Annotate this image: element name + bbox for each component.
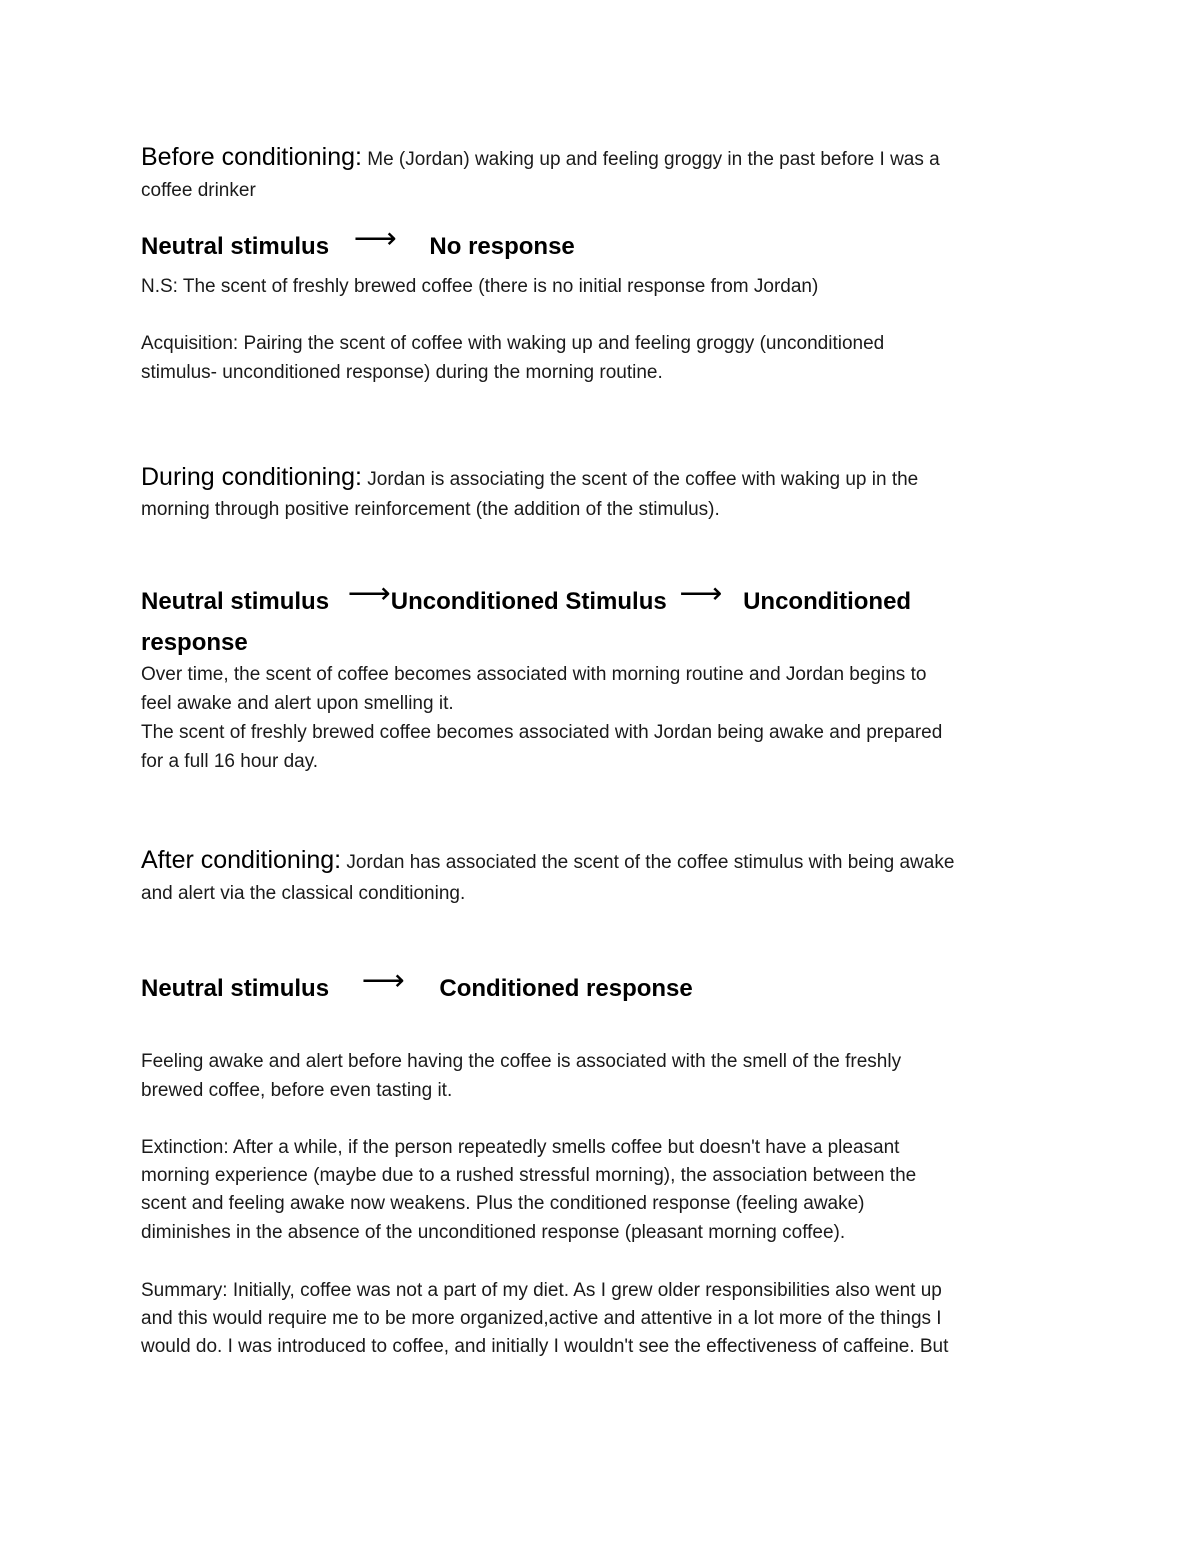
flow-neutral-us-ur	[141, 578, 1066, 624]
extinction-line-4: diminishes in the absence of the unconditioned response (pleasant morning coffee).	[141, 1222, 846, 1243]
extinction-line-3: scent and feeling awake now weakens. Plus the conditioned response (feeling awake)	[141, 1193, 865, 1214]
extinction-line-2: morning experience (maybe due to a rushed stressful morning), the association between the	[141, 1165, 917, 1186]
right-arrow-icon: ⟶	[361, 964, 405, 997]
overtime-line-3: The scent of freshly brewed coffee becomes associated with Jordan being awake and prepared	[141, 722, 943, 743]
summary-line-1: Summary: Initially, coffee was not a part of my diet. As I grew older responsibilities also went up	[141, 1280, 942, 1301]
flow3-from: Neutral stimulus	[141, 975, 330, 1002]
extinction-line-1: Extinction: After a while, if the person repeatedly smells coffee but doesn't have a pleasant	[141, 1137, 900, 1158]
overtime-line-2: feel awake and alert upon smelling it.	[141, 693, 454, 714]
during-conditioning-paragraph	[141, 462, 1066, 494]
summary-line-2: and this would require me to be more organized,active and attentive in a lot more of the things I	[141, 1308, 942, 1329]
during-conditioning-label: During conditioning:	[141, 463, 362, 491]
during-conditioning-text-cont: morning through positive reinforcement (the addition of the stimulus).	[141, 499, 720, 520]
flow-neutral-no-response	[141, 223, 1066, 269]
flow1-to: No response	[429, 233, 575, 260]
flow2-c: Unconditioned	[743, 588, 912, 615]
overtime-line-4: for a full 16 hour day.	[141, 751, 319, 772]
overtime-line-1: Over time, the scent of coffee becomes associated with morning routine and Jordan begins to	[141, 664, 927, 685]
during-conditioning-text: Jordan is associating the scent of the coffee with waking up in the	[361, 469, 919, 490]
right-arrow-icon: ⟶	[353, 222, 397, 255]
before-conditioning-paragraph	[141, 142, 1066, 174]
after-conditioning-paragraph	[141, 845, 1066, 877]
after-conditioning-text-cont: and alert via the classical conditioning.	[141, 883, 466, 904]
after-conditioning-text: Jordan has associated the scent of the coffee stimulus with being awake	[341, 852, 955, 873]
acquisition-line-1: Acquisition: Pairing the scent of coffee with waking up and feeling groggy (unconditioned	[141, 333, 885, 354]
flow-neutral-conditioned-response	[141, 965, 1066, 1011]
flow2-c-cont: response	[141, 629, 248, 656]
acquisition-line-2: stimulus- unconditioned response) during the morning routine.	[141, 362, 663, 383]
after-conditioning-label: After conditioning:	[141, 846, 342, 874]
feeling-line-1: Feeling awake and alert before having the coffee is associated with the smell of the freshly	[141, 1051, 902, 1072]
before-conditioning-text-cont: coffee drinker	[141, 180, 256, 201]
flow1-from: Neutral stimulus	[141, 233, 330, 260]
summary-line-3: would do. I was introduced to coffee, and initially I wouldn't see the effectiveness of caffeine. But	[141, 1336, 949, 1357]
flow2-a: Neutral stimulus	[141, 588, 330, 615]
before-conditioning-text: Me (Jordan) waking up and feeling groggy in the past before I was a	[361, 149, 940, 170]
flow3-to: Conditioned response	[439, 975, 693, 1002]
before-conditioning-label: Before conditioning:	[141, 143, 362, 171]
feeling-line-2: brewed coffee, before even tasting it.	[141, 1080, 453, 1101]
right-arrow-icon: ⟶	[347, 577, 391, 610]
right-arrow-icon: ⟶	[679, 577, 723, 610]
flow2-b: Unconditioned Stimulus	[390, 588, 667, 615]
ns-line: N.S: The scent of freshly brewed coffee (there is no initial response from Jordan)	[141, 276, 819, 297]
